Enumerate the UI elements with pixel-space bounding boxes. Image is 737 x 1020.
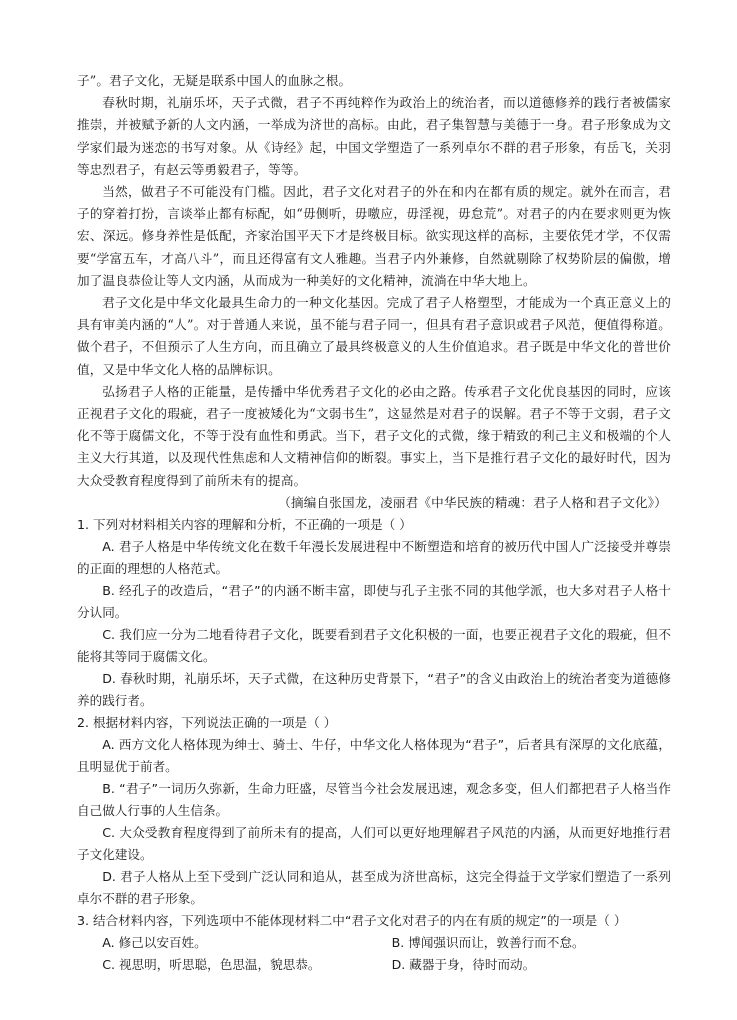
option-b: B. 经孔子的改造后，“君子”的内涵不断丰富，即使与孔子主张不同的其他学派，也大多对君子人格十分认同。 [77,583,671,621]
option-d: D. 春秋时期，礼崩乐坏，天子式微，在这种历史背景下，“君子”的含义由政治上的统治者变为道德修养的践行者。 [77,671,671,709]
option-a: A. 西方文化人格体现为绅士、骑士、牛仔，中华文化人格体现为“君子”，后者具有深厚的文化底蕴，且明显优于前者。 [77,737,671,775]
question-stem: 2. 根据材料内容，下列说法正确的一项是（ ） [77,715,337,731]
option-a: A. 君子人格是中华传统文化在数千年漫长发展进程中不断塑造和培育的被历代中国人广泛接受并尊崇的正面的理想的人格范式。 [77,539,671,577]
option-d: D. 藏器于身，待时而动。 [391,957,536,973]
reading-passage [77,70,671,514]
question-3 [77,910,671,976]
passage-paragraph: 春秋时期，礼崩乐坏，天子式微，君子不再纯粹作为政治上的统治者，而以道德修养的践行者被儒家推崇，并被赋予新的人文内涵，一举成为济世的高标。由此，君子集智慧与美德于一身。君子形象成为文学家们最为迷恋的书写对象。从《诗经》起，中国文学塑造了一系列卓尔不群的君子形象，有岳飞，关羽等忠烈君子，有赵云等勇毅君子，等等。 [77,95,671,177]
question-2 [77,712,671,910]
option-c: C. 我们应一分为二地看待君子文化，既要看到君子文化积极的一面，也要正视君子文化的瑕疵，但不能将其等同于腐儒文化。 [77,627,671,665]
passage-paragraph: 子”。君子文化，无疑是联系中国人的血脉之根。 [77,73,352,88]
passage-paragraph: 弘扬君子人格的正能量，是传播中华优秀君子文化的必由之路。传承君子文化优良基因的同时，应该正视君子文化的瑕疵，君子一度被矮化为“文弱书生”，这显然是对君子的误解。君子不等于文弱，君子文化不等于腐儒文化，不等于没有血性和勇武。当下，君子文化的式微，缘于精致的利己主义和极端的个人主义大行其道，以及现代性焦虑和人文精神信仰的断裂。事实上，当下是推行君子文化的最好时代，因为大众受教育程度得到了前所未有的提高。 [77,383,671,488]
option-b: B. “君子”一词历久弥新，生命力旺盛，尽管当今社会发展迅速，观念多变，但人们都把君子人格当作自己做人行事的人生信条。 [77,781,671,819]
option-b: B. 博闻强识而让，敦善行而不怠。 [391,935,585,951]
option-c: C. 大众受教育程度得到了前所未有的提高，人们可以更好地理解君子风范的内涵，从而更好地推行君子文化建设。 [77,825,671,863]
passage-paragraph: 当然，做君子不可能没有门槛。因此，君子文化对君子的外在和内在都有质的规定。就外在而言，君子的穿着打扮，言谈举止都有标配，如“毋侧听，毋噭应，毋淫视，毋怠荒”。对君子的内在要求则更为恢宏、深远。修身养性是低配，齐家治国平天下才是终极目标。欲实现这样的高标，主要依凭才学，不仅需要“学富五车，才高八斗”，而且还得富有文人雅趣。当君子内外兼修，自然就剔除了权势阶层的偏傲，增加了温良恭俭让等人文内涵，从而成为一种美好的文化精神，流淌在中华大地上。 [77,184,671,288]
question-section [77,514,671,976]
question-stem: 3. 结合材料内容，下列选项中不能体现材料二中“君子文化对君子的内在有质的规定”的一项是（ ） [77,913,627,929]
option-a: A. 修己以安百姓。 [102,935,207,951]
passage-source: （摘编自张国龙，凌丽君《中华民族的精魂：君子人格和君子文化》） [278,494,667,510]
option-d: D. 君子人格从上至下受到广泛认同和追从，甚至成为济世高标，这完全得益于文学家们塑造了一系列卓尔不群的君子形象。 [77,869,671,907]
question-stem: 1. 下列对材料相关内容的理解和分析，不正确的一项是（ ） [77,517,412,533]
options-grid [77,932,671,976]
question-1 [77,514,671,712]
passage-paragraph: 君子文化是中华文化最具生命力的一种文化基因。完成了君子人格塑型，才能成为一个真正意义上的具有审美内涵的“人”。对于普通人来说，虽不能与君子同一，但具有君子意识或君子风范，便值得称道。做个君子，不但预示了人生方向，而且确立了最具终极意义的人生价值追求。君子既是中华文化的普世价值，又是中华文化人格的品牌标识。 [77,295,671,377]
option-c: C. 视思明，听思聪，色思温，貌思恭。 [102,957,321,973]
